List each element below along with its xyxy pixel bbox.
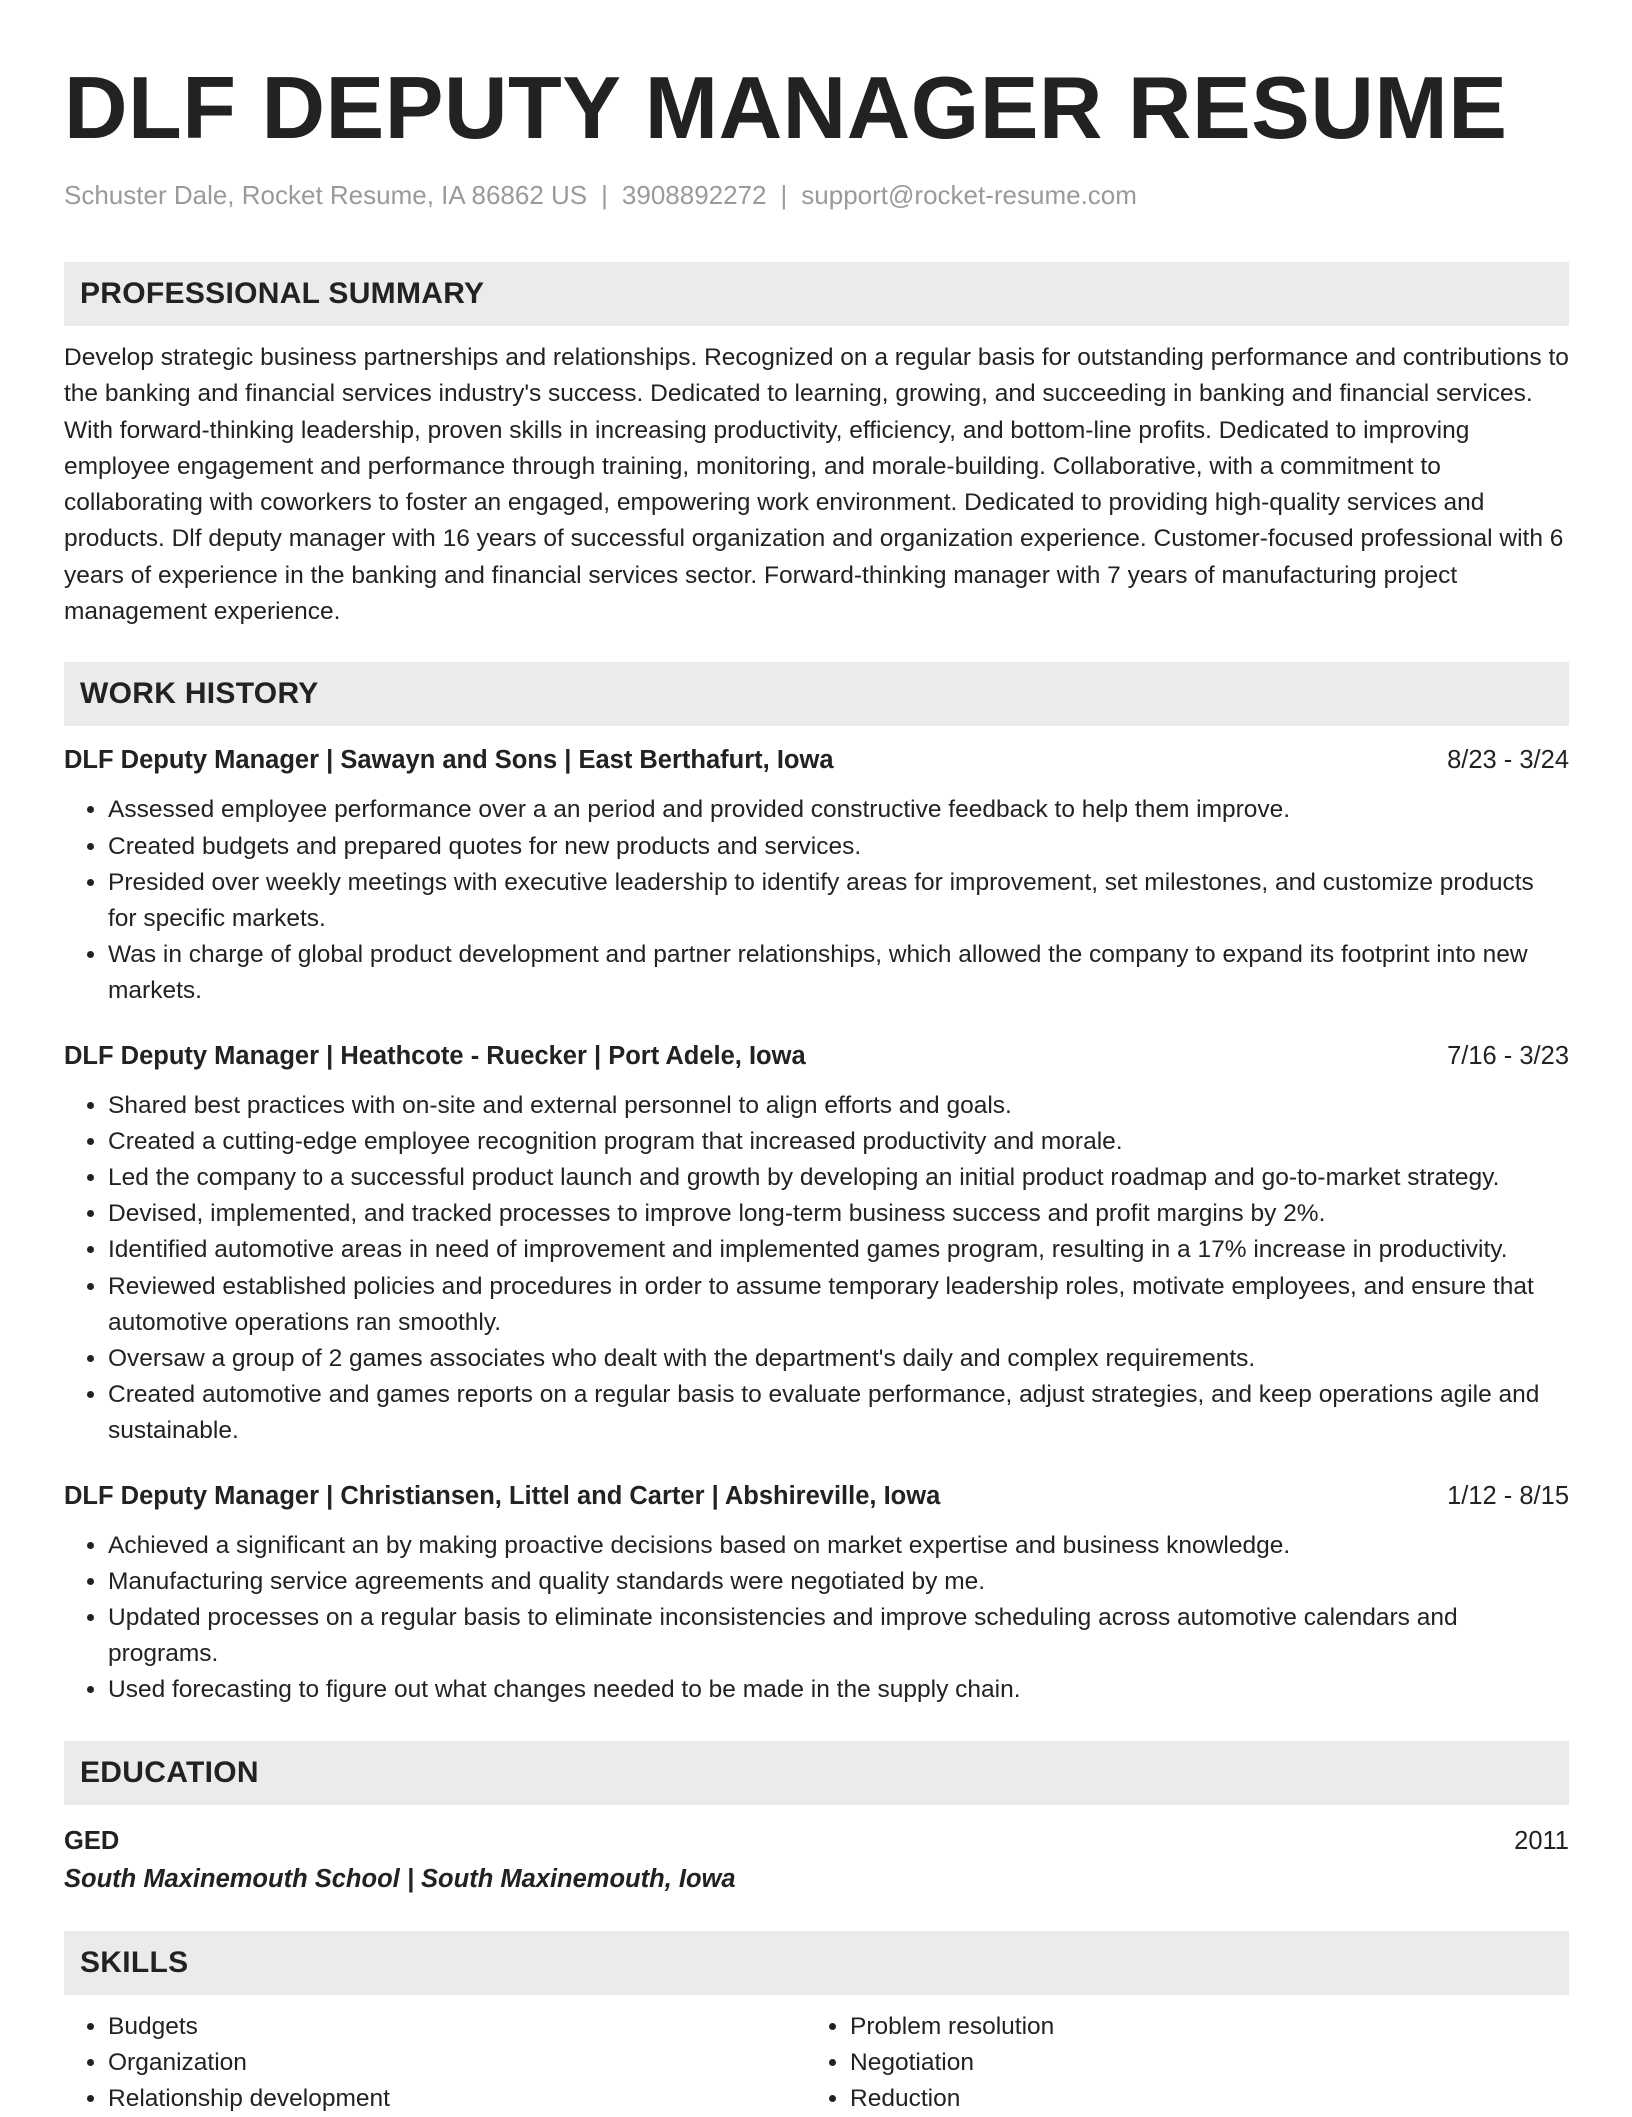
job-bullets <box>64 1088 1569 1450</box>
job-entry <box>64 742 1569 1009</box>
job-bullet: • Reviewed established policies and procedures in order to assume temporary leadership roles, motivate employees, and ensure that automotive operations ran smoothly. <box>108 1269 1569 1341</box>
job-bullet: • Shared best practices with on-site and external personnel to align efforts and goals. <box>108 1088 1569 1124</box>
skill-item: • Budgets <box>108 2009 806 2045</box>
contact-separator: | <box>780 180 788 210</box>
contact-address: Schuster Dale, Rocket Resume, IA 86862 US <box>64 180 588 210</box>
summary-heading: PROFESSIONAL SUMMARY <box>64 262 1569 326</box>
education-entry <box>64 1823 1569 1899</box>
summary-text: Develop strategic business partnerships and relationships. Recognized on a regular basis for outstanding performance and contributions to the banking and financial services industry's success. Dedicated to learning, growing, and succeeding in banking and financial services. With forward-thinking leadership, proven skills in increasing productivity, efficiency, and bottom-line profits. Dedicated to improving employee engagement and performance through training, monitoring, and morale-building. Collaborative, with a commitment to collaborating with coworkers to foster an engaged, empowering work environment. Dedicated to providing high-quality services and products. Dlf deputy manager with 16 years of successful organization and organization experience. Customer-focused professional with 6 years of experience in the banking and financial services sector. Forward-thinking manager with 7 years of manufacturing project management experience. <box>64 344 1569 626</box>
skills-columns <box>64 2009 1569 2117</box>
skills-section <box>64 1931 1569 2117</box>
education-section <box>64 1741 1569 1899</box>
job-bullet: • Created automotive and games reports on a regular basis to evaluate performance, adjust strategies, and keep operations agile and sustainable. <box>108 1377 1569 1449</box>
skills-list-left <box>64 2009 806 2117</box>
education-degree: GED <box>64 1826 120 1855</box>
skills-list-right <box>806 2009 1548 2117</box>
skill-item: • Organization <box>108 2045 806 2081</box>
skills-heading: SKILLS <box>64 1931 1569 1995</box>
skill-item: • Reduction <box>850 2081 1548 2117</box>
education-year: 2011 <box>1514 1826 1569 1855</box>
job-entry <box>64 1478 1569 1709</box>
job-bullet: • Devised, implemented, and tracked processes to improve long-term business success and profit margins by 2%. <box>108 1196 1569 1232</box>
job-title: DLF Deputy Manager | Sawayn and Sons | East Berthafurt, Iowa <box>64 746 834 775</box>
work-history-section <box>64 662 1569 1708</box>
skill-item: • Negotiation <box>850 2045 1548 2081</box>
job-bullet: • Created budgets and prepared quotes for new products and services. <box>108 829 1569 865</box>
education-heading: EDUCATION <box>64 1741 1569 1805</box>
job-header <box>64 742 1569 778</box>
education-header <box>64 1823 1569 1859</box>
job-bullets <box>64 1528 1569 1709</box>
contact-separator: | <box>601 180 608 210</box>
contact-email: support@rocket-resume.com <box>801 180 1137 210</box>
job-entry <box>64 1038 1569 1450</box>
skill-item: • Problem resolution <box>850 2009 1548 2045</box>
job-bullet: • Was in charge of global product development and partner relationships, which allowed the company to expand its footprint into new markets. <box>108 937 1569 1009</box>
job-bullet: • Manufacturing service agreements and quality standards were negotiated by me. <box>108 1564 1569 1600</box>
job-dates: 8/23 - 3/24 <box>1447 746 1569 775</box>
job-bullet: • Achieved a significant an by making proactive decisions based on market expertise and business knowledge. <box>108 1528 1569 1564</box>
contact-line <box>64 178 1569 212</box>
skill-item: • Relationship development <box>108 2081 806 2117</box>
contact-phone: 3908892272 <box>621 180 767 210</box>
job-bullet: • Oversaw a group of 2 games associates who dealt with the department's daily and complex requirements. <box>108 1341 1569 1377</box>
job-bullet: • Used forecasting to figure out what changes needed to be made in the supply chain. <box>108 1672 1569 1708</box>
job-bullet: • Led the company to a successful product launch and growth by developing an initial product roadmap and go-to-market strategy. <box>108 1160 1569 1196</box>
resume-title: DLF DEPUTY MANAGER RESUME <box>64 58 1508 157</box>
job-title: DLF Deputy Manager | Heathcote - Ruecker | Port Adele, Iowa <box>64 1041 806 1070</box>
summary-section <box>64 262 1569 630</box>
job-title: DLF Deputy Manager | Christiansen, Littel and Carter | Abshireville, Iowa <box>64 1481 941 1510</box>
job-bullet: • Identified automotive areas in need of improvement and implemented games program, resulting in a 17% increase in productivity. <box>108 1232 1569 1268</box>
job-bullet: • Presided over weekly meetings with executive leadership to identify areas for improvement, set milestones, and customize products for specific markets. <box>108 865 1569 937</box>
job-header <box>64 1478 1569 1514</box>
job-bullet: • Assessed employee performance over a an period and provided constructive feedback to help them improve. <box>108 792 1569 828</box>
work-history-heading: WORK HISTORY <box>64 662 1569 726</box>
job-bullets <box>64 792 1569 1009</box>
job-header <box>64 1038 1569 1074</box>
job-bullet: • Updated processes on a regular basis to eliminate inconsistencies and improve scheduling across automotive calendars and programs. <box>108 1600 1569 1672</box>
education-school: South Maxinemouth School | South Maxinemouth, Iowa <box>64 1864 736 1893</box>
job-dates: 7/16 - 3/23 <box>1447 1041 1569 1070</box>
job-dates: 1/12 - 8/15 <box>1447 1481 1569 1510</box>
job-bullet: • Created a cutting-edge employee recognition program that increased productivity and morale. <box>108 1124 1569 1160</box>
